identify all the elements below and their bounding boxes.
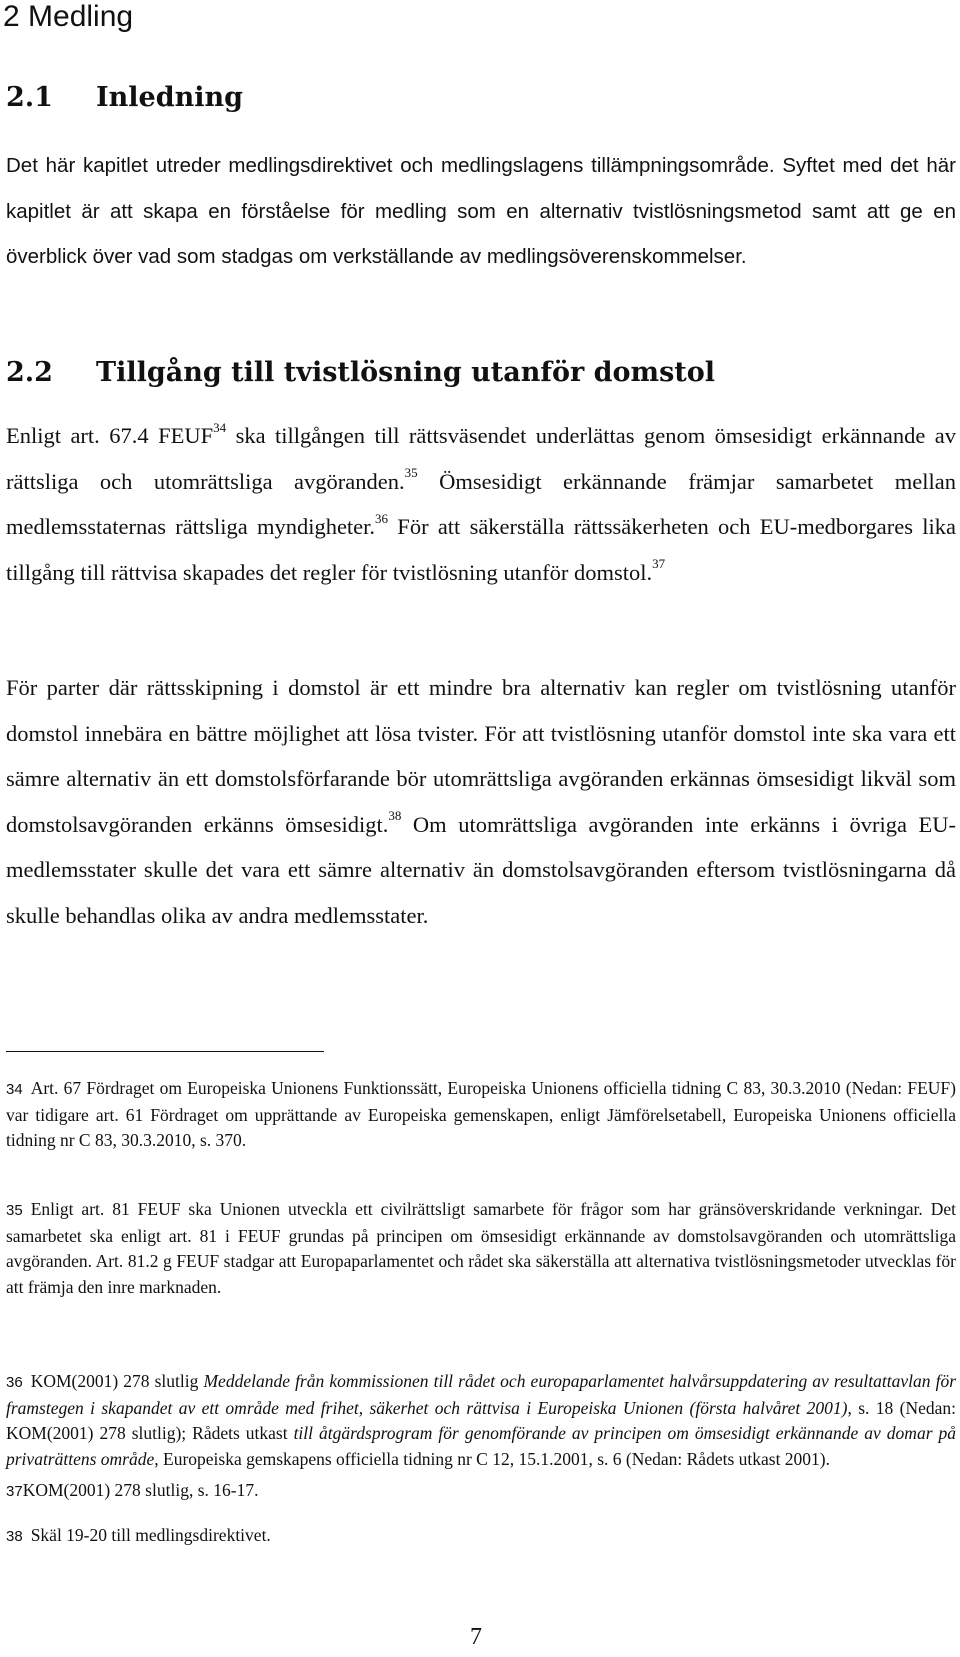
paragraph-art67 [6, 413, 956, 595]
section-heading-inledning [6, 82, 243, 114]
footnote-text: , s. 18 (Nedan: KOM(2001) 278 slutlig); Rådets utkast [6, 1397, 956, 1443]
text-run: För att säkerställa rättssäkerheten och EU-medborgares lika tillgång till rättvisa skapades det regler för tvistlösning utanför domstol. [6, 514, 956, 585]
footnote-ref: 38 [388, 808, 402, 823]
chapter-heading: 2 Medling [3, 0, 134, 33]
footnote-number: 36 [6, 1374, 23, 1391]
paragraph-parter [6, 665, 956, 938]
footnote-number: 34 [6, 1081, 23, 1098]
page-number: 7 [470, 1624, 482, 1650]
footnote-ref: 36 [375, 510, 389, 526]
footnote-text: Skäl 19-20 till medlingsdirektivet. [30, 1525, 271, 1545]
footnote-text: KOM(2001) 278 slutlig, s. 16-17. [22, 1480, 259, 1500]
footnote-ref: 35 [404, 465, 418, 480]
footnote-italic-title: till åtgärdsprogram för genomförande av principen om ömsesidigt erkännande av domar på privaträttens område [6, 1423, 956, 1469]
footnote-number: 38 [6, 1528, 23, 1545]
footnote-number: 37 [6, 1483, 23, 1500]
footnote-text: Art. 67 Fördraget om Europeiska Unionens Funktionssätt, Europeiska Unionens officiella tidning C 83, 30.3.2010 (Nedan: FEUF) var tidigare art. 61 Fördraget om upprättande av Europeiska gemenskapen, enligt Jämförelsetabell, Europeiska Unionens officiella tidning nr C 83, 30.3.2010, s. 370. [6, 1078, 956, 1150]
footnote-35 [6, 1197, 956, 1300]
section-title: Tillgång till tvistlösning utanför domstol [96, 357, 716, 388]
footnote-38 [6, 1523, 956, 1550]
footnote-text: Enligt art. 81 FEUF ska Unionen utveckla ett civilrättsligt samarbete för frågor som har gränsöverskridande verkningar. Det samarbetet ska enligt art. 81 i FEUF grundas på principen om ömsesidigt erkännande av domstolsavgöranden och utomrättsliga avgöranden. Art. 81.2 g FEUF stadgar att Europaparlamentet och rådet ska säkerställa att alternativa tvistlösningsmetoder utvecklas för att främja den inre marknaden. [6, 1199, 956, 1297]
section-title: Inledning [96, 82, 243, 113]
footnote-number: 35 [6, 1202, 23, 1219]
footnote-37 [6, 1478, 956, 1505]
text-run: ska tillgången till rättsväsendet underlättas genom ömsesidigt erkännande av rättsliga och utomrättsliga avgöranden. [6, 423, 956, 494]
section-number: 2.2 [6, 357, 53, 388]
footnote-ref: 37 [652, 556, 666, 571]
paragraph-intro: Det här kapitlet utreder medlingsdirektivet och medlingslagens tillämpningsområde. Syftet med det här kapitlet är att skapa en förståelse för medling som en alternativ tvistlösningsmetod samt att ge en överblick över vad som stadgas om verkställande av medlingsöverenskommelser. [6, 154, 956, 268]
footnote-36 [6, 1369, 956, 1472]
footnote-text: KOM(2001) 278 slutlig [30, 1371, 204, 1391]
section-number: 2.1 [6, 82, 53, 113]
text-run: För parter där rättsskipning i domstol är ett mindre bra alternativ kan regler om tvistlösning utanför domstol innebära en bättre möjlighet att lösa tvister. För att tvistlösning utanför domstol inte ska vara ett sämre alternativ än ett domstolsförfarande bör utomrättsliga avgöranden erkännas ömsesidigt likväl som domstolsavgöranden erkänns ömsesidigt. [6, 675, 956, 837]
section-heading-tillgang [6, 357, 715, 389]
footnote-separator [6, 1051, 324, 1052]
text-run: Enligt art. 67.4 FEUF [6, 423, 214, 448]
footnote-ref: 34 [213, 419, 227, 435]
text-run: Ömsesidigt erkännande främjar samarbetet mellan medlemsstaternas rättsliga myndigheter. [6, 468, 956, 539]
footnote-italic-title: Meddelande från kommissionen till rådet och europaparlamentet halvårsuppdatering av resultattavlan för framstegen i skapandet av ett område med frihet, säkerhet och rättvisa i Europeiska Unionen (första halvåret 2001) [6, 1371, 956, 1418]
footnote-text: , Europeiska gemskapens officiella tidning nr C 12, 15.1.2001, s. 6 (Nedan: Rådets utkast 2001). [154, 1448, 831, 1469]
text-run: Om utomrättsliga avgöranden inte erkänns i övriga EU-medlemsstater skulle det vara ett sämre alternativ än domstolsavgöranden eftersom tvistlösningarna då skulle behandlas olika av andra medlemsstater. [6, 811, 956, 928]
footnote-34 [6, 1076, 956, 1154]
